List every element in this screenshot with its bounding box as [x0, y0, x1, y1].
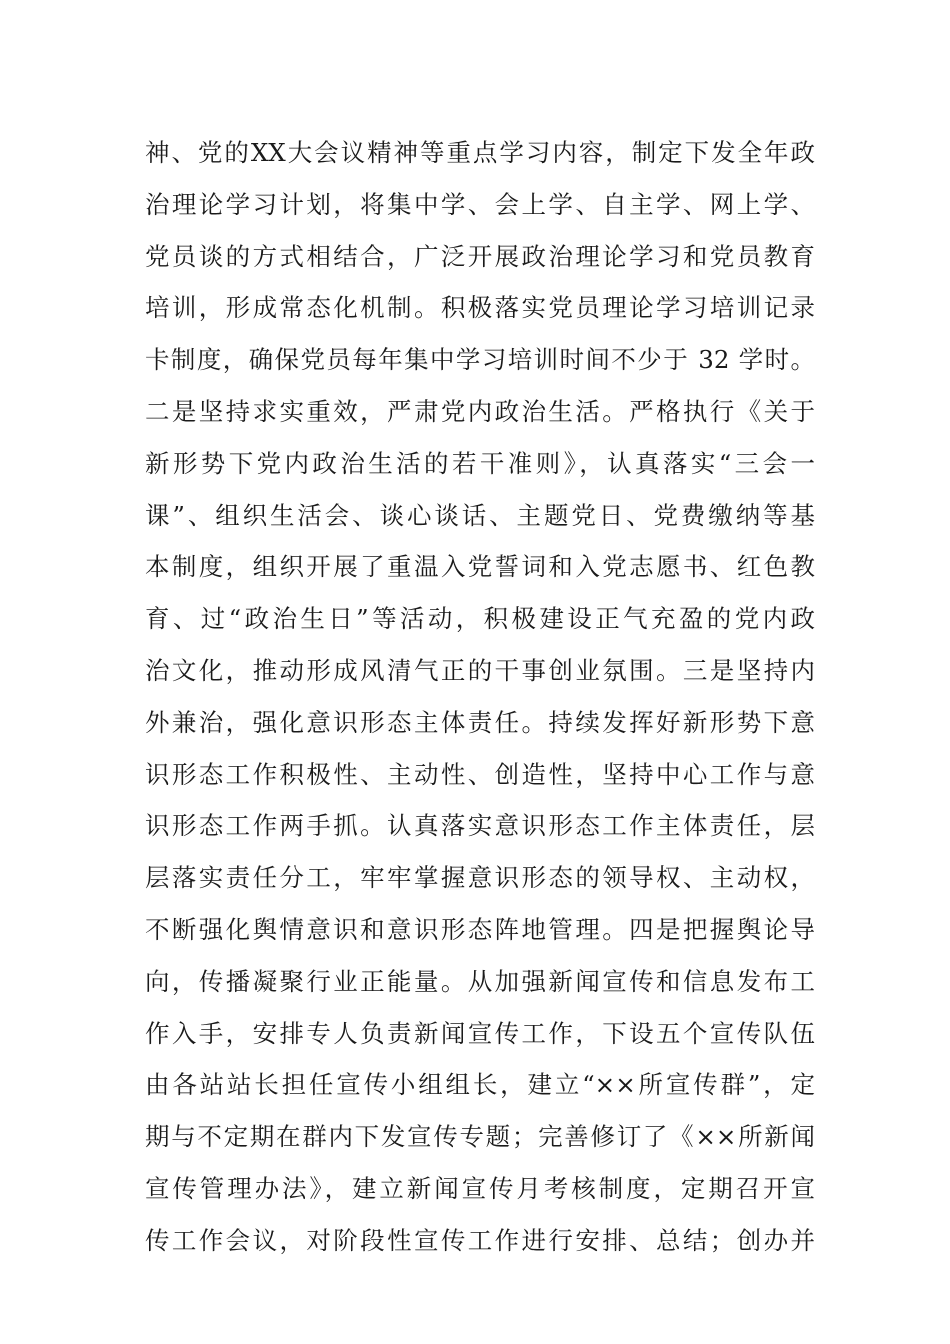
text-line-15: 层落实责任分工，牢牢掌握意识形态的领导权、主动权， — [145, 863, 815, 893]
text-line-9: 本制度，组织开展了重温入党誓词和入党志愿书、红色教 — [145, 552, 815, 582]
text-line-4: 培训，形成常态化机制。积极落实党员理论学习培训记录 — [145, 293, 815, 323]
body-text — [145, 127, 815, 1267]
text-line-8: 课”、组织生活会、谈心谈话、主题党日、党费缴纳等基 — [145, 500, 815, 530]
text-line-19: 由各站站长担任宣传小组组长，建立“××所宣传群”，定 — [145, 1070, 815, 1100]
text-line-12: 外兼治，强化意识形态主体责任。持续发挥好新形势下意 — [145, 707, 815, 737]
text-line-1: 神、党的XX大会议精神等重点学习内容，制定下发全年政 — [145, 138, 815, 167]
text-line-11: 治文化，推动形成风清气正的干事创业氛围。三是坚持内 — [145, 655, 815, 685]
text-line-17: 向，传播凝聚行业正能量。从加强新闻宣传和信息发布工 — [145, 966, 815, 996]
text-line-16: 不断强化舆情意识和意识形态阵地管理。四是把握舆论导 — [145, 914, 815, 944]
text-line-21: 宣传管理办法》，建立新闻宣传月考核制度，定期召开宣 — [145, 1173, 815, 1203]
text-line-18: 作入手，安排专人负责新闻宣传工作，下设五个宣传队伍 — [145, 1018, 815, 1048]
text-line-22: 传工作会议，对阶段性宣传工作进行安排、总结；创办并 — [145, 1225, 815, 1255]
text-line-6: 二是坚持求实重效，严肃党内政治生活。严格执行《关于 — [145, 396, 815, 426]
text-line-13: 识形态工作积极性、主动性、创造性，坚持中心工作与意 — [145, 759, 815, 789]
text-line-3: 党员谈的方式相结合，广泛开展政治理论学习和党员教育 — [145, 241, 815, 271]
text-line-5: 卡制度，确保党员每年集中学习培训时间不少于 32 学时。 — [145, 345, 815, 375]
text-line-2: 治理论学习计划，将集中学、会上学、自主学、网上学、 — [145, 189, 815, 219]
text-line-7: 新形势下党内政治生活的若干准则》，认真落实“三会一 — [145, 448, 815, 478]
text-line-10: 育、过“政治生日”等活动，积极建设正气充盈的党内政 — [145, 604, 815, 634]
text-line-20: 期与不定期在群内下发宣传专题；完善修订了《××所新闻 — [145, 1122, 815, 1152]
text-line-14: 识形态工作两手抓。认真落实意识形态工作主体责任，层 — [145, 811, 815, 841]
